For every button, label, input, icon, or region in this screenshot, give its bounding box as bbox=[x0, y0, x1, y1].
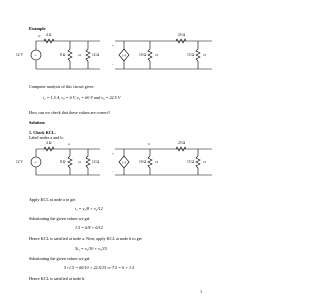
kcl-b-equation: 5i₁ = v₃/10 + v₅/15 bbox=[75, 246, 107, 251]
current-label-i1: i1 bbox=[38, 34, 41, 38]
step1-subtitle: Label nodes a and b: bbox=[29, 135, 64, 140]
voltage-label-v5: v5 bbox=[203, 53, 207, 57]
minus-mark-1: − bbox=[112, 63, 114, 67]
resistor-label-4b: 4 Ω bbox=[46, 141, 52, 145]
kcl-b-intro: Hence KCL is satisfied at node a. Next, apply KCL at node b to get bbox=[29, 236, 142, 241]
given-values: i₁ = 1.5 A, v₂ = 6 V, v₃ = 60 V and v₅ = 22.5 V bbox=[43, 95, 121, 100]
source-plus-2: + bbox=[34, 160, 37, 165]
resistor-label-12b: 12 Ω bbox=[92, 160, 100, 164]
voltage-source-label-2: 12 V bbox=[16, 160, 24, 164]
voltage-label-v2: v2 bbox=[78, 53, 82, 57]
resistor-label-10b: 10 Ω bbox=[139, 160, 147, 164]
step1-heading: 1. Check KCL. bbox=[29, 130, 56, 135]
resistor-label-15b: 15 Ω bbox=[187, 160, 195, 164]
resistor-label-8: 8 Ω bbox=[60, 53, 66, 57]
substitution-equation-2: 5×1.5 = 60/10 + 22.5/15 ⇒ 7.5 = 6 + 1.5 bbox=[64, 265, 135, 270]
resistor-label-8b: 8 Ω bbox=[60, 160, 66, 164]
intro-text: Computer analysis of this circuit gives bbox=[29, 84, 94, 89]
substitution-text-2: Substituting the given values we get bbox=[29, 256, 90, 261]
source-plus-1: + bbox=[34, 53, 37, 58]
node-label-b: b bbox=[148, 142, 150, 146]
resistor-label-15: 15 Ω bbox=[187, 53, 195, 57]
page-number: 1 bbox=[200, 289, 203, 294]
voltage-label-v3: v3 bbox=[155, 53, 159, 57]
voltage-source-label-1: 12 V bbox=[16, 53, 24, 57]
resistor-label-12: 12 Ω bbox=[92, 53, 100, 57]
solution-heading: Solution: bbox=[29, 120, 46, 125]
voltage-label-v5b: v5 bbox=[203, 160, 207, 164]
circuit-diagram-2 bbox=[0, 132, 231, 192]
voltage-label-v3b: v3 bbox=[155, 160, 159, 164]
dependent-source-label-1: 1/4 bbox=[122, 53, 126, 58]
example-heading: Example bbox=[29, 26, 46, 31]
resistor-label-25b: 25 Ω bbox=[178, 141, 186, 145]
conclusion-text: Hence KCL is satisfied at node b. bbox=[29, 276, 86, 281]
resistor-label-25: 25 Ω bbox=[178, 33, 186, 37]
resistor-label-4: 4 Ω bbox=[46, 33, 52, 37]
node-label-a: a bbox=[68, 142, 70, 146]
voltage-label-v2b: v2 bbox=[78, 160, 82, 164]
circuit-diagram-1 bbox=[0, 0, 231, 80]
kcl-a-equation: i₁ = v₂/8 + v₂/12 bbox=[75, 206, 103, 211]
plus-mark-1: + bbox=[112, 44, 114, 48]
resistor-label-10: 10 Ω bbox=[139, 53, 147, 57]
dependent-source-label-2: 1/4 bbox=[122, 160, 126, 165]
substitution-text-1: Substituting the given values we get bbox=[29, 216, 90, 221]
minus-mark-2: − bbox=[112, 170, 114, 174]
question-text: How can we check that these values are correct? bbox=[29, 110, 111, 115]
substitution-equation-1: 1.5 = 6/8 + 6/12 bbox=[75, 225, 103, 230]
plus-mark-2: + bbox=[112, 152, 114, 156]
kcl-a-intro: Apply KCL at node a to get bbox=[29, 197, 76, 202]
